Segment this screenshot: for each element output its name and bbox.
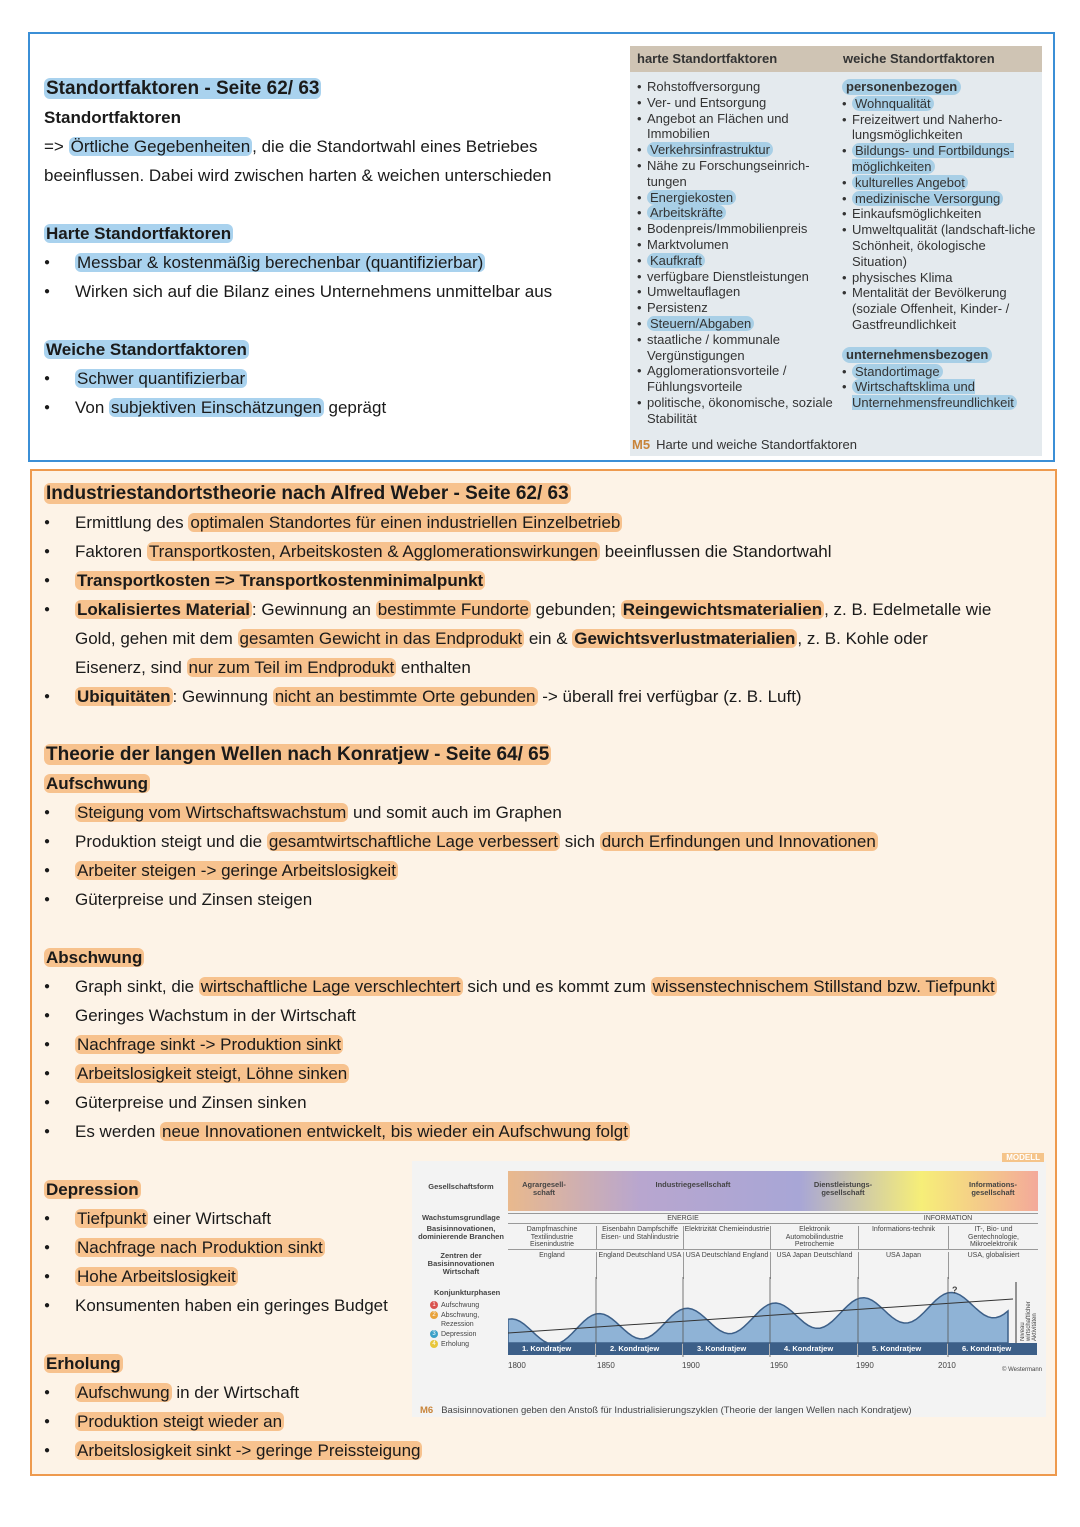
kondratjew-label: 5. Kondratjew — [858, 1343, 947, 1355]
text: Es werden — [75, 1122, 161, 1141]
gesellschaft-industrie: Industriegesellschaft — [655, 1180, 731, 1189]
weber-title-text: Industriestandortstheorie nach Alfred Weber - Seite 62/ 63 — [46, 483, 569, 504]
highlight: Aufschwung — [77, 1383, 170, 1402]
highlight: Bildungs- und Fortbildungs-möglichkeiten — [852, 143, 1014, 174]
modell-badge: MODELL — [1002, 1153, 1044, 1162]
question-mark: ? — [952, 1285, 958, 1295]
m5-weiche-column — [842, 79, 1038, 427]
text: gebunden; — [530, 600, 621, 619]
wachstum-information: INFORMATION — [923, 1215, 973, 1222]
unternehmen-factor — [842, 364, 1038, 380]
text: Graph sinkt, die — [75, 977, 199, 996]
list-item — [44, 827, 1044, 856]
list-item — [44, 972, 1044, 1001]
highlight: Ubiquitäten — [77, 687, 171, 706]
m5-unternehmen-list — [842, 364, 1038, 411]
list-item: ● Güterpreise und Zinsen sinken — [44, 1088, 1044, 1117]
highlight: Kaufkraft — [647, 253, 705, 268]
list-item — [44, 393, 624, 422]
highlight: Produktion steigt wieder an — [77, 1412, 283, 1431]
highlight: wissenstechnischem Stillstand bzw. Tiefpunkt — [652, 977, 995, 996]
m5-caption — [632, 437, 857, 452]
definition — [44, 132, 624, 161]
zentrum: USA Japan — [858, 1252, 948, 1279]
m6-caption — [420, 1405, 912, 1416]
highlight: Standortimage — [852, 364, 943, 379]
weiche-title-text: Weiche Standortfaktoren — [46, 340, 247, 359]
m5-unternehmen-label: unternehmensbezogen — [842, 347, 992, 363]
highlight: Tiefpunkt — [77, 1209, 147, 1228]
standortfaktoren-section — [28, 32, 1055, 462]
m5-personen-list — [842, 96, 1038, 333]
list-item — [44, 1030, 1044, 1059]
list-item — [44, 682, 1044, 711]
highlight: Nachfrage nach Produktion sinkt — [77, 1238, 323, 1257]
highlight: optimalen Standortes für einen industriellen Einzelbetrieb — [190, 513, 621, 532]
phasen-legend — [430, 1301, 508, 1350]
highlight: Wirtschaftsklima und Unternehmensfreundlichkeit — [852, 379, 1017, 410]
highlight: nicht an bestimmte Orte gebunden — [274, 687, 536, 706]
list-item — [44, 537, 1044, 566]
text: -> überall frei verfügbar (z. B. Luft) — [537, 687, 802, 706]
gesellschaft-dienstleistung: Dienstleistungs-gesellschaft — [813, 1180, 873, 1197]
phase-number-icon: 3 — [430, 1330, 438, 1338]
gesellschaft-information: Informations-gesellschaft — [969, 1180, 1017, 1197]
m6-caption-label: M6 — [420, 1405, 434, 1416]
text: sich und es kommt zum — [462, 977, 651, 996]
harte-factor: • Persistenz — [637, 300, 842, 316]
row-label-phasen: Konjunkturphasen — [434, 1288, 501, 1297]
standortfaktoren-text — [44, 74, 624, 422]
highlight: Transportkosten => Transportkostenminimalpunkt — [77, 571, 484, 590]
kondratjew-label: 3. Kondratjew — [683, 1343, 769, 1355]
abschwung-title — [44, 943, 1044, 972]
row-label-gesellschaft: Gesellschaftsform — [428, 1182, 494, 1191]
year-label: 1950 — [770, 1361, 788, 1370]
zentrum: USA Japan Deutschland — [770, 1252, 858, 1279]
personen-factor: • Mentalität der Bevölkerung (soziale Offenheit, Kinder- / Gastfreundlichkeit — [842, 285, 1038, 332]
definition-line2: beeinflussen. Dabei wird zwischen harten & weichen unterschieden — [44, 166, 552, 185]
personen-factor — [842, 143, 1038, 175]
basis-innovation: IT-, Bio- und Gentechnologie, Mikroelektronik — [948, 1226, 1038, 1250]
zentrum: England — [539, 1252, 565, 1259]
text: ein & — [524, 629, 573, 648]
text: und somit auch im Graphen — [348, 803, 562, 822]
personen-factor — [842, 191, 1038, 207]
highlight: durch Erfindungen und Innovationen — [601, 832, 876, 851]
weiche-item-1: Schwer quantifizierbar — [77, 369, 246, 388]
highlight: nur zum Teil im Endprodukt — [188, 658, 395, 677]
list-item — [44, 798, 1044, 827]
highlight: gesamten Gewicht in das Endprodukt — [239, 629, 523, 648]
m5-columns — [630, 72, 1042, 427]
weiche-list — [44, 364, 624, 422]
highlight: subjektiven Einschätzungen — [111, 398, 322, 417]
harte-factor: • Marktvolumen — [637, 237, 842, 253]
list-item: ● Güterpreise und Zinsen steigen — [44, 885, 1044, 914]
highlight: Nachfrage sinkt -> Produktion sinkt — [77, 1035, 342, 1054]
kondratjew-label: 4. Kondratjew — [770, 1343, 857, 1355]
highlight: Steuern/Abgaben — [647, 316, 754, 331]
section-title — [44, 74, 624, 103]
m5-header — [630, 46, 1042, 72]
abschwung-list — [44, 972, 1044, 1146]
highlight: wirtschaftliche Lage verschlechtert — [200, 977, 461, 996]
row-label-basis: Basisinnovationen, dominierende Branchen — [418, 1224, 504, 1241]
text: sich — [560, 832, 600, 851]
zentren-row — [508, 1249, 1038, 1277]
list-item — [44, 1117, 1044, 1146]
highlight: Arbeitslosigkeit steigt, Löhne sinken — [77, 1064, 348, 1083]
text: : Gewinnung — [172, 687, 273, 706]
m5-harte-column — [637, 79, 842, 427]
harte-factor: • Bodenpreis/Immobilienpreis — [637, 221, 842, 237]
m5-figure — [630, 46, 1042, 456]
wachstum-row — [508, 1213, 1038, 1223]
m5-col1-header: harte Standortfaktoren — [637, 51, 778, 67]
list-item: ● Geringes Wachstum in der Wirtschaft — [44, 1001, 1044, 1030]
text: : Gewinnung an — [251, 600, 376, 619]
highlight: Wohnqualität — [852, 96, 934, 111]
def-rest: , die die Standortwahl eines Betriebes — [252, 137, 538, 156]
unternehmen-factor — [842, 379, 1038, 411]
wave-area — [508, 1293, 1008, 1345]
harte-factor — [637, 190, 842, 206]
personen-factor: • Umweltqualität (landschaft-liche Schönheit, ökologische Situation) — [842, 222, 1038, 269]
phase-number-icon: 1 — [430, 1301, 438, 1309]
highlight: kulturelles Angebot — [852, 175, 968, 190]
kondratjew-label: 6. Kondratjew — [948, 1343, 1037, 1355]
harte-factor — [637, 205, 842, 221]
harte-factor: • staatliche / kommunale Vergünstigungen — [637, 332, 842, 364]
harte-factor: • Agglomerationsvorteile / Fühlungsvorteile — [637, 363, 842, 395]
harte-factor: • Nähe zu Forschungseinrich-tungen — [637, 158, 842, 190]
gesellschaft-band — [508, 1171, 1038, 1211]
zentrum: USA Deutschland England — [683, 1252, 770, 1279]
text: Faktoren — [75, 542, 147, 561]
harte-factor — [637, 253, 842, 269]
personen-factor: • Freizeitwert und Naherho-lungsmöglichkeiten — [842, 112, 1038, 144]
list-item — [44, 595, 1044, 682]
aufschwung-title — [44, 769, 1044, 798]
text: in der Wirtschaft — [171, 1383, 300, 1402]
highlight: gesamtwirtschaftliche Lage verbessert — [268, 832, 558, 851]
row-label-zentren: Zentren der Basisinnovationen Wirtschaft — [427, 1251, 495, 1276]
abschwung-title-text: Abschwung — [46, 948, 143, 967]
harte-factor — [637, 142, 842, 158]
subtitle: Standortfaktoren — [44, 108, 181, 127]
text: Von — [75, 398, 110, 417]
aufschwung-title-text: Aufschwung — [46, 774, 148, 793]
list-item: ● Wirken sich auf die Bilanz eines Unternehmens unmittelbar aus — [44, 277, 624, 306]
kondratjew-label: 1. Kondratjew — [508, 1343, 595, 1355]
title-text: Standortfaktoren - Seite 62/ 63 — [46, 78, 320, 99]
depression-title-text: Depression — [46, 1180, 139, 1199]
basis-innovation: Eisenbahn Dampfschiffe Eisen- und Stahlindustrie — [596, 1226, 683, 1250]
highlight: Lokalisiertes Material — [77, 600, 250, 619]
year-label: 1990 — [856, 1361, 874, 1370]
personen-factor — [842, 175, 1038, 191]
year-label: 1900 — [682, 1361, 700, 1370]
m5-personen-label: personenbezogen — [842, 79, 961, 95]
list-item — [44, 508, 1044, 537]
harte-factor: • Angebot an Flächen und Immobilien — [637, 111, 842, 143]
harte-factor: • Ver- und Entsorgung — [637, 95, 842, 111]
highlight: Verkehrsinfrastruktur — [647, 142, 773, 157]
y-axis-label: Niveau wirtschaftlicher Aktivitäten — [1020, 1301, 1038, 1341]
phase-label: Abschwung, Rezession — [441, 1312, 480, 1328]
list-item — [44, 1436, 1044, 1465]
phase-number-icon: 4 — [430, 1340, 438, 1348]
weiche-title — [44, 335, 624, 364]
m6-figure — [412, 1153, 1046, 1417]
text: Ermittlung des — [75, 513, 189, 532]
highlight: neue Innovationen entwickelt, bis wieder ein Aufschwung folgt — [162, 1122, 628, 1141]
harte-factor: • Umweltauflagen — [637, 284, 842, 300]
harte-title-text: Harte Standortfaktoren — [46, 224, 232, 243]
highlight: Energiekosten — [647, 190, 736, 205]
row-label-wachstum: Wachstumsgrundlage — [421, 1213, 501, 1222]
list-item: ● Konsumenten haben ein geringes Budget — [44, 1291, 1044, 1320]
personen-factor: • physisches Klima — [842, 270, 1038, 286]
phase-label: Erholung — [441, 1341, 470, 1348]
personen-factor: • Einkaufsmöglichkeiten — [842, 206, 1038, 222]
highlight: bestimmte Fundorte — [377, 600, 529, 619]
harte-list — [44, 248, 624, 306]
m5-caption-text: Harte und weiche Standortfaktoren — [656, 437, 857, 452]
gesellschaft-agrar: Agrargesell-schaft — [522, 1180, 566, 1197]
year-label: 1850 — [597, 1361, 615, 1370]
phase-label: Aufschwung — [441, 1302, 480, 1309]
m5-caption-label: M5 — [632, 437, 651, 452]
list-item — [44, 248, 624, 277]
highlight: Reingewichtsmaterialien — [622, 600, 823, 619]
text: , z. B. Edelmetalle wie — [824, 600, 992, 619]
kondratjew-title-text: Theorie der langen Wellen nach Konratjew - Seite 64/ 65 — [46, 744, 550, 765]
harte-factor: • politische, ökonomische, soziale Stabilität — [637, 395, 842, 427]
def-highlight: Örtliche Gegebenheiten — [70, 137, 251, 156]
list-item — [44, 1059, 1044, 1088]
phase-legend-item — [430, 1301, 508, 1310]
highlight: Transportkosten, Arbeitskosten & Agglomerationswirkungen — [148, 542, 598, 561]
wachstum-energie: ENERGIE — [667, 1215, 699, 1222]
weber-title — [44, 479, 1044, 508]
zentrum: England Deutschland USA — [596, 1252, 683, 1279]
m6-caption-text: Basisinnovationen geben den Anstoß für Industrialisierungszyklen (Theorie der langen Wellen nach Kondratjew) — [441, 1405, 912, 1416]
list-item — [44, 364, 624, 393]
basis-innovation: Elektrizität Chemieindustrie — [683, 1226, 770, 1250]
year-label: 2010 — [938, 1361, 956, 1370]
list-item — [44, 566, 1044, 595]
harte-item-1: Messbar & kostenmäßig berechenbar (quantifizierbar) — [77, 253, 484, 272]
text: geprägt — [323, 398, 387, 417]
harte-title — [44, 219, 624, 248]
publisher: © Westermann — [1002, 1367, 1042, 1373]
basis-row — [508, 1223, 1038, 1248]
highlight: Arbeitslosigkeit sinkt -> geringe Preissteigung — [77, 1441, 421, 1460]
harte-factor: • Rohstoffversorgung — [637, 79, 842, 95]
text: beeinflussen die Standortwahl — [599, 542, 832, 561]
year-label: 1800 — [508, 1361, 526, 1370]
text: Eisenerz, sind — [75, 658, 187, 677]
highlight: Arbeiter steigen -> geringe Arbeitslosigkeit — [77, 861, 396, 880]
text: Gold, gehen mit dem — [75, 629, 238, 648]
highlight: Hohe Arbeitslosigkeit — [77, 1267, 236, 1286]
erholung-title-text: Erholung — [46, 1354, 121, 1373]
harte-factor — [637, 316, 842, 332]
phase-legend-item — [430, 1330, 508, 1339]
basis-innovation: Informations-technik — [858, 1226, 948, 1250]
basis-innovation: Dampfmaschine Textilindustrie Eisenindustrie — [526, 1226, 578, 1248]
aufschwung-list — [44, 798, 1044, 914]
personen-factor — [842, 96, 1038, 112]
phase-label: Depression — [441, 1331, 477, 1338]
basis-innovation: Elektronik Automobilindustrie Petrochemie — [770, 1226, 858, 1250]
text: , z. B. Kohle oder — [797, 629, 928, 648]
highlight: Arbeitskräfte — [647, 205, 726, 220]
text: enthalten — [396, 658, 471, 677]
theories-section — [30, 469, 1057, 1476]
zentrum: USA, globalisiert — [948, 1252, 1038, 1279]
m5-harte-list — [637, 79, 842, 427]
kondratjew-title — [44, 740, 1044, 769]
harte-factor: • verfügbare Dienstleistungen — [637, 269, 842, 285]
phase-legend-item — [430, 1311, 508, 1329]
text: Produktion steigt und die — [75, 832, 267, 851]
m5-col2-header: weiche Standortfaktoren — [843, 51, 995, 67]
highlight: Gewichtsverlustmaterialien — [574, 629, 796, 648]
def-prefix: => — [44, 137, 69, 156]
text: einer Wirtschaft — [148, 1209, 272, 1228]
list-item — [44, 856, 1044, 885]
highlight: medizinische Versorgung — [852, 191, 1003, 206]
phase-legend-item — [430, 1340, 508, 1349]
kondratjew-label: 2. Kondratjew — [596, 1343, 682, 1355]
phase-number-icon: 2 — [430, 1311, 438, 1319]
weber-list — [44, 508, 1044, 711]
highlight: Steigung vom Wirtschaftswachstum — [77, 803, 347, 822]
